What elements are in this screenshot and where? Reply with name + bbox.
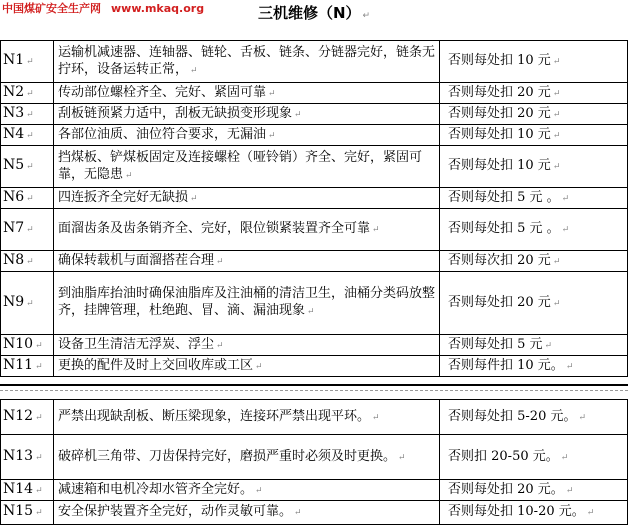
paragraph-mark-icon: ↵ (307, 307, 315, 317)
paragraph-mark-icon: ↵ (586, 508, 595, 518)
row-id-cell (1, 272, 54, 335)
paragraph-mark-icon: ↵ (190, 65, 198, 76)
requirement-cell-text: 确保转载机与面溜搭茬合理 (58, 252, 215, 268)
row-id-cell-text: N11 (3, 356, 34, 373)
row-id-cell-text: N3 (3, 104, 25, 121)
penalty-cell-text: 否则每处扣 5 元 (448, 336, 543, 352)
row-id-cell-text: N7 (3, 220, 25, 236)
penalty-cell-text: 否则每处扣 20 元。 (448, 481, 564, 497)
requirement-cell (54, 251, 440, 272)
penalty-cell (440, 125, 628, 146)
paragraph-mark-icon: ↵ (552, 130, 561, 141)
row-id-cell-text: N5 (3, 157, 25, 173)
penalty-cell (440, 272, 628, 335)
paragraph-mark-icon: ↵ (26, 193, 34, 204)
requirement-cell (54, 272, 440, 335)
penalty-cell-text: 否则每次扣 20 元 (448, 252, 551, 268)
title-text: 三机维修（N） (257, 4, 361, 22)
paragraph-mark-icon: ↵ (544, 340, 553, 351)
penalty-cell (440, 501, 628, 525)
row-id-cell-text: N10 (3, 335, 34, 352)
paragraph-mark-icon: ↵ (35, 412, 43, 423)
paragraph-mark-icon: ↵ (268, 88, 276, 99)
row-id-cell-text: N15 (3, 503, 34, 519)
requirement-cell-text: 严禁出现缺刮板、断压梁现象，连接环严禁出现平环。 (58, 408, 371, 424)
table-body-part-1 (1, 41, 628, 377)
paragraph-mark-icon: ↵ (255, 485, 263, 496)
row-id-cell-text: N4 (3, 125, 25, 142)
paragraph-mark-icon: ↵ (35, 452, 43, 463)
row-id-cell (1, 400, 54, 435)
paragraph-mark-icon: ↵ (26, 109, 34, 120)
requirement-cell-text: 更换的配件及时上交回收库或工区 (58, 357, 254, 373)
penalty-cell (440, 480, 628, 501)
row-id-cell (1, 188, 54, 209)
watermark-url: www.mkaq.org (111, 2, 205, 15)
table-row (1, 480, 628, 501)
penalty-cell (440, 435, 628, 480)
penalty-cell (440, 83, 628, 104)
penalty-cell (440, 41, 628, 83)
row-id-cell-text: N9 (3, 293, 25, 310)
requirement-cell-text: 面溜齿条及齿条销齐全、完好，限位锁紧装置齐全可靠 (58, 221, 371, 236)
paragraph-mark-icon: ↵ (255, 361, 263, 372)
paragraph-mark-icon: ↵ (35, 361, 43, 372)
requirement-cell-text: 挡煤板、铲煤板固定及连接螺栓（哑铃销）齐全、完好，紧固可靠，无隐患 (58, 149, 423, 182)
table-row (1, 41, 628, 83)
requirement-cell-text: 各部位油质、油位符合要求，无漏油 (58, 126, 267, 142)
row-id-cell-text: N6 (3, 188, 25, 205)
document-title (0, 2, 628, 23)
paragraph-mark-icon: ↵ (560, 452, 569, 463)
paragraph-mark-icon: ↵ (372, 412, 380, 423)
row-id-cell-text: N12 (3, 407, 34, 424)
paragraph-mark-icon: ↵ (565, 361, 574, 372)
penalty-cell-text: 否则每处扣 10 元 (448, 126, 551, 142)
requirement-cell-text: 设备卫生清洁无浮炭、浮尘 (58, 336, 215, 352)
row-id-cell (1, 435, 54, 480)
table-row (1, 104, 628, 125)
row-id-cell (1, 501, 54, 525)
paragraph-mark-icon: ↵ (561, 225, 570, 235)
table-row (1, 400, 628, 435)
penalty-cell-text: 否则每处扣 5 元 。 (448, 189, 560, 205)
row-id-cell (1, 335, 54, 356)
penalty-cell-text: 否则每处扣 20 元 (448, 294, 551, 310)
row-id-cell (1, 41, 54, 83)
paragraph-mark-icon: ↵ (294, 109, 302, 120)
penalty-cell-text: 否则每处扣 5 元 。 (448, 221, 560, 236)
paragraph-mark-icon: ↵ (552, 256, 561, 267)
paragraph-mark-icon: ↵ (125, 170, 133, 181)
row-id-cell-text: N14 (3, 480, 34, 497)
paragraph-mark-icon: ↵ (26, 298, 34, 309)
table-row (1, 146, 628, 188)
requirement-cell-text: 传动部位螺栓齐全、完好、紧固可靠 (58, 84, 267, 100)
row-id-cell (1, 480, 54, 501)
row-id-cell-text: N8 (3, 251, 25, 268)
requirement-cell (54, 435, 440, 480)
paragraph-mark-icon: ↵ (216, 340, 224, 351)
row-id-cell-text: N2 (3, 83, 25, 100)
requirement-cell-text: 安全保护装置齐全完好，动作灵敏可靠。 (58, 504, 293, 519)
requirement-cell (54, 104, 440, 125)
table-row (1, 188, 628, 209)
paragraph-mark-icon: ↵ (26, 225, 34, 235)
paragraph-mark-icon: ↵ (216, 256, 224, 267)
requirement-cell (54, 41, 440, 83)
penalty-cell (440, 104, 628, 125)
paragraph-mark-icon: ↵ (552, 109, 561, 120)
paragraph-mark-icon: ↵ (552, 298, 561, 309)
page-break-separator (0, 384, 628, 400)
row-id-cell-text: N1 (3, 52, 25, 68)
paragraph-mark-icon: ↵ (26, 88, 34, 99)
requirement-cell (54, 400, 440, 435)
requirement-cell (54, 480, 440, 501)
paragraph-mark-icon: ↵ (372, 225, 380, 235)
penalty-cell (440, 146, 628, 188)
row-id-cell-text: N13 (3, 447, 34, 464)
penalty-cell (440, 251, 628, 272)
penalty-cell (440, 335, 628, 356)
penalty-cell-text: 否则每处扣 10-20 元。 (448, 504, 585, 519)
maintenance-table-part-2 (0, 399, 628, 525)
table-row (1, 83, 628, 104)
paragraph-mark-icon: ↵ (552, 162, 561, 172)
paragraph-mark-icon: ↵ (294, 508, 302, 518)
table-row (1, 335, 628, 356)
watermark-site-name: 中国煤矿安全生产网 (2, 2, 101, 15)
penalty-cell-text: 否则每处扣 10 元 (448, 158, 551, 173)
row-id-cell (1, 209, 54, 251)
table-row (1, 501, 628, 525)
paragraph-mark-icon: ↵ (561, 193, 570, 204)
requirement-cell-text: 到油脂库抬油时确保油脂库及注油桶的清洁卫生，油桶分类码放整齐，挂牌管理，杜绝跑、冒、滴、漏油现象 (58, 286, 436, 318)
paragraph-mark-icon: ↵ (35, 340, 43, 351)
paragraph-mark-icon: ↵ (578, 412, 587, 423)
requirement-cell (54, 188, 440, 209)
requirement-cell (54, 356, 440, 377)
requirement-cell-text: 运输机减速器、连轴器、链轮、舌板、链条、分链器完好，链条无拧环，设备运转正常， (58, 44, 436, 77)
requirement-cell (54, 501, 440, 525)
penalty-cell-text: 否则每处扣 10 元 (448, 53, 551, 68)
penalty-cell (440, 188, 628, 209)
paragraph-mark-icon: ↵ (26, 57, 34, 67)
paragraph-mark-icon: ↵ (362, 11, 371, 21)
requirement-cell (54, 209, 440, 251)
penalty-cell-text: 否则扣 20-50 元。 (448, 448, 559, 464)
penalty-cell (440, 209, 628, 251)
penalty-cell-text: 否则每件扣 10 元。 (448, 357, 564, 373)
requirement-cell (54, 125, 440, 146)
penalty-cell-text: 否则每处扣 20 元 (448, 105, 551, 121)
table-body-part-2 (1, 400, 628, 525)
penalty-cell (440, 356, 628, 377)
maintenance-table-part-1 (0, 40, 628, 377)
paragraph-mark-icon: ↵ (35, 485, 43, 496)
penalty-cell (440, 400, 628, 435)
penalty-cell-text: 否则每处扣 5-20 元。 (448, 408, 577, 424)
row-id-cell (1, 146, 54, 188)
paragraph-mark-icon: ↵ (398, 452, 406, 463)
paragraph-mark-icon: ↵ (26, 162, 34, 172)
paragraph-mark-icon: ↵ (35, 508, 43, 518)
paragraph-mark-icon: ↵ (26, 256, 34, 267)
row-id-cell (1, 125, 54, 146)
paragraph-mark-icon: ↵ (565, 485, 574, 496)
paragraph-mark-icon: ↵ (552, 57, 561, 67)
row-id-cell (1, 83, 54, 104)
table-row (1, 209, 628, 251)
penalty-cell-text: 否则每处扣 20 元 (448, 84, 551, 100)
requirement-cell (54, 335, 440, 356)
requirement-cell-text: 四连扳齐全完好无缺损 (58, 189, 189, 205)
table-row (1, 125, 628, 146)
table-row (1, 356, 628, 377)
table-row (1, 272, 628, 335)
requirement-cell (54, 83, 440, 104)
row-id-cell (1, 356, 54, 377)
paragraph-mark-icon: ↵ (190, 193, 198, 204)
paragraph-mark-icon: ↵ (552, 88, 561, 99)
requirement-cell-text: 减速箱和电机冷却水管齐全完好。 (58, 481, 254, 497)
paragraph-mark-icon: ↵ (26, 130, 34, 141)
requirement-cell-text: 破碎机三角带、刀齿保持完好，磨损严重时必须及时更换。 (58, 448, 397, 464)
requirement-cell (54, 146, 440, 188)
table-row (1, 435, 628, 480)
row-id-cell (1, 251, 54, 272)
row-id-cell (1, 104, 54, 125)
paragraph-mark-icon: ↵ (268, 130, 276, 141)
requirement-cell-text: 刮板链预紧力适中，刮板无缺损变形现象 (58, 105, 293, 121)
table-row (1, 251, 628, 272)
